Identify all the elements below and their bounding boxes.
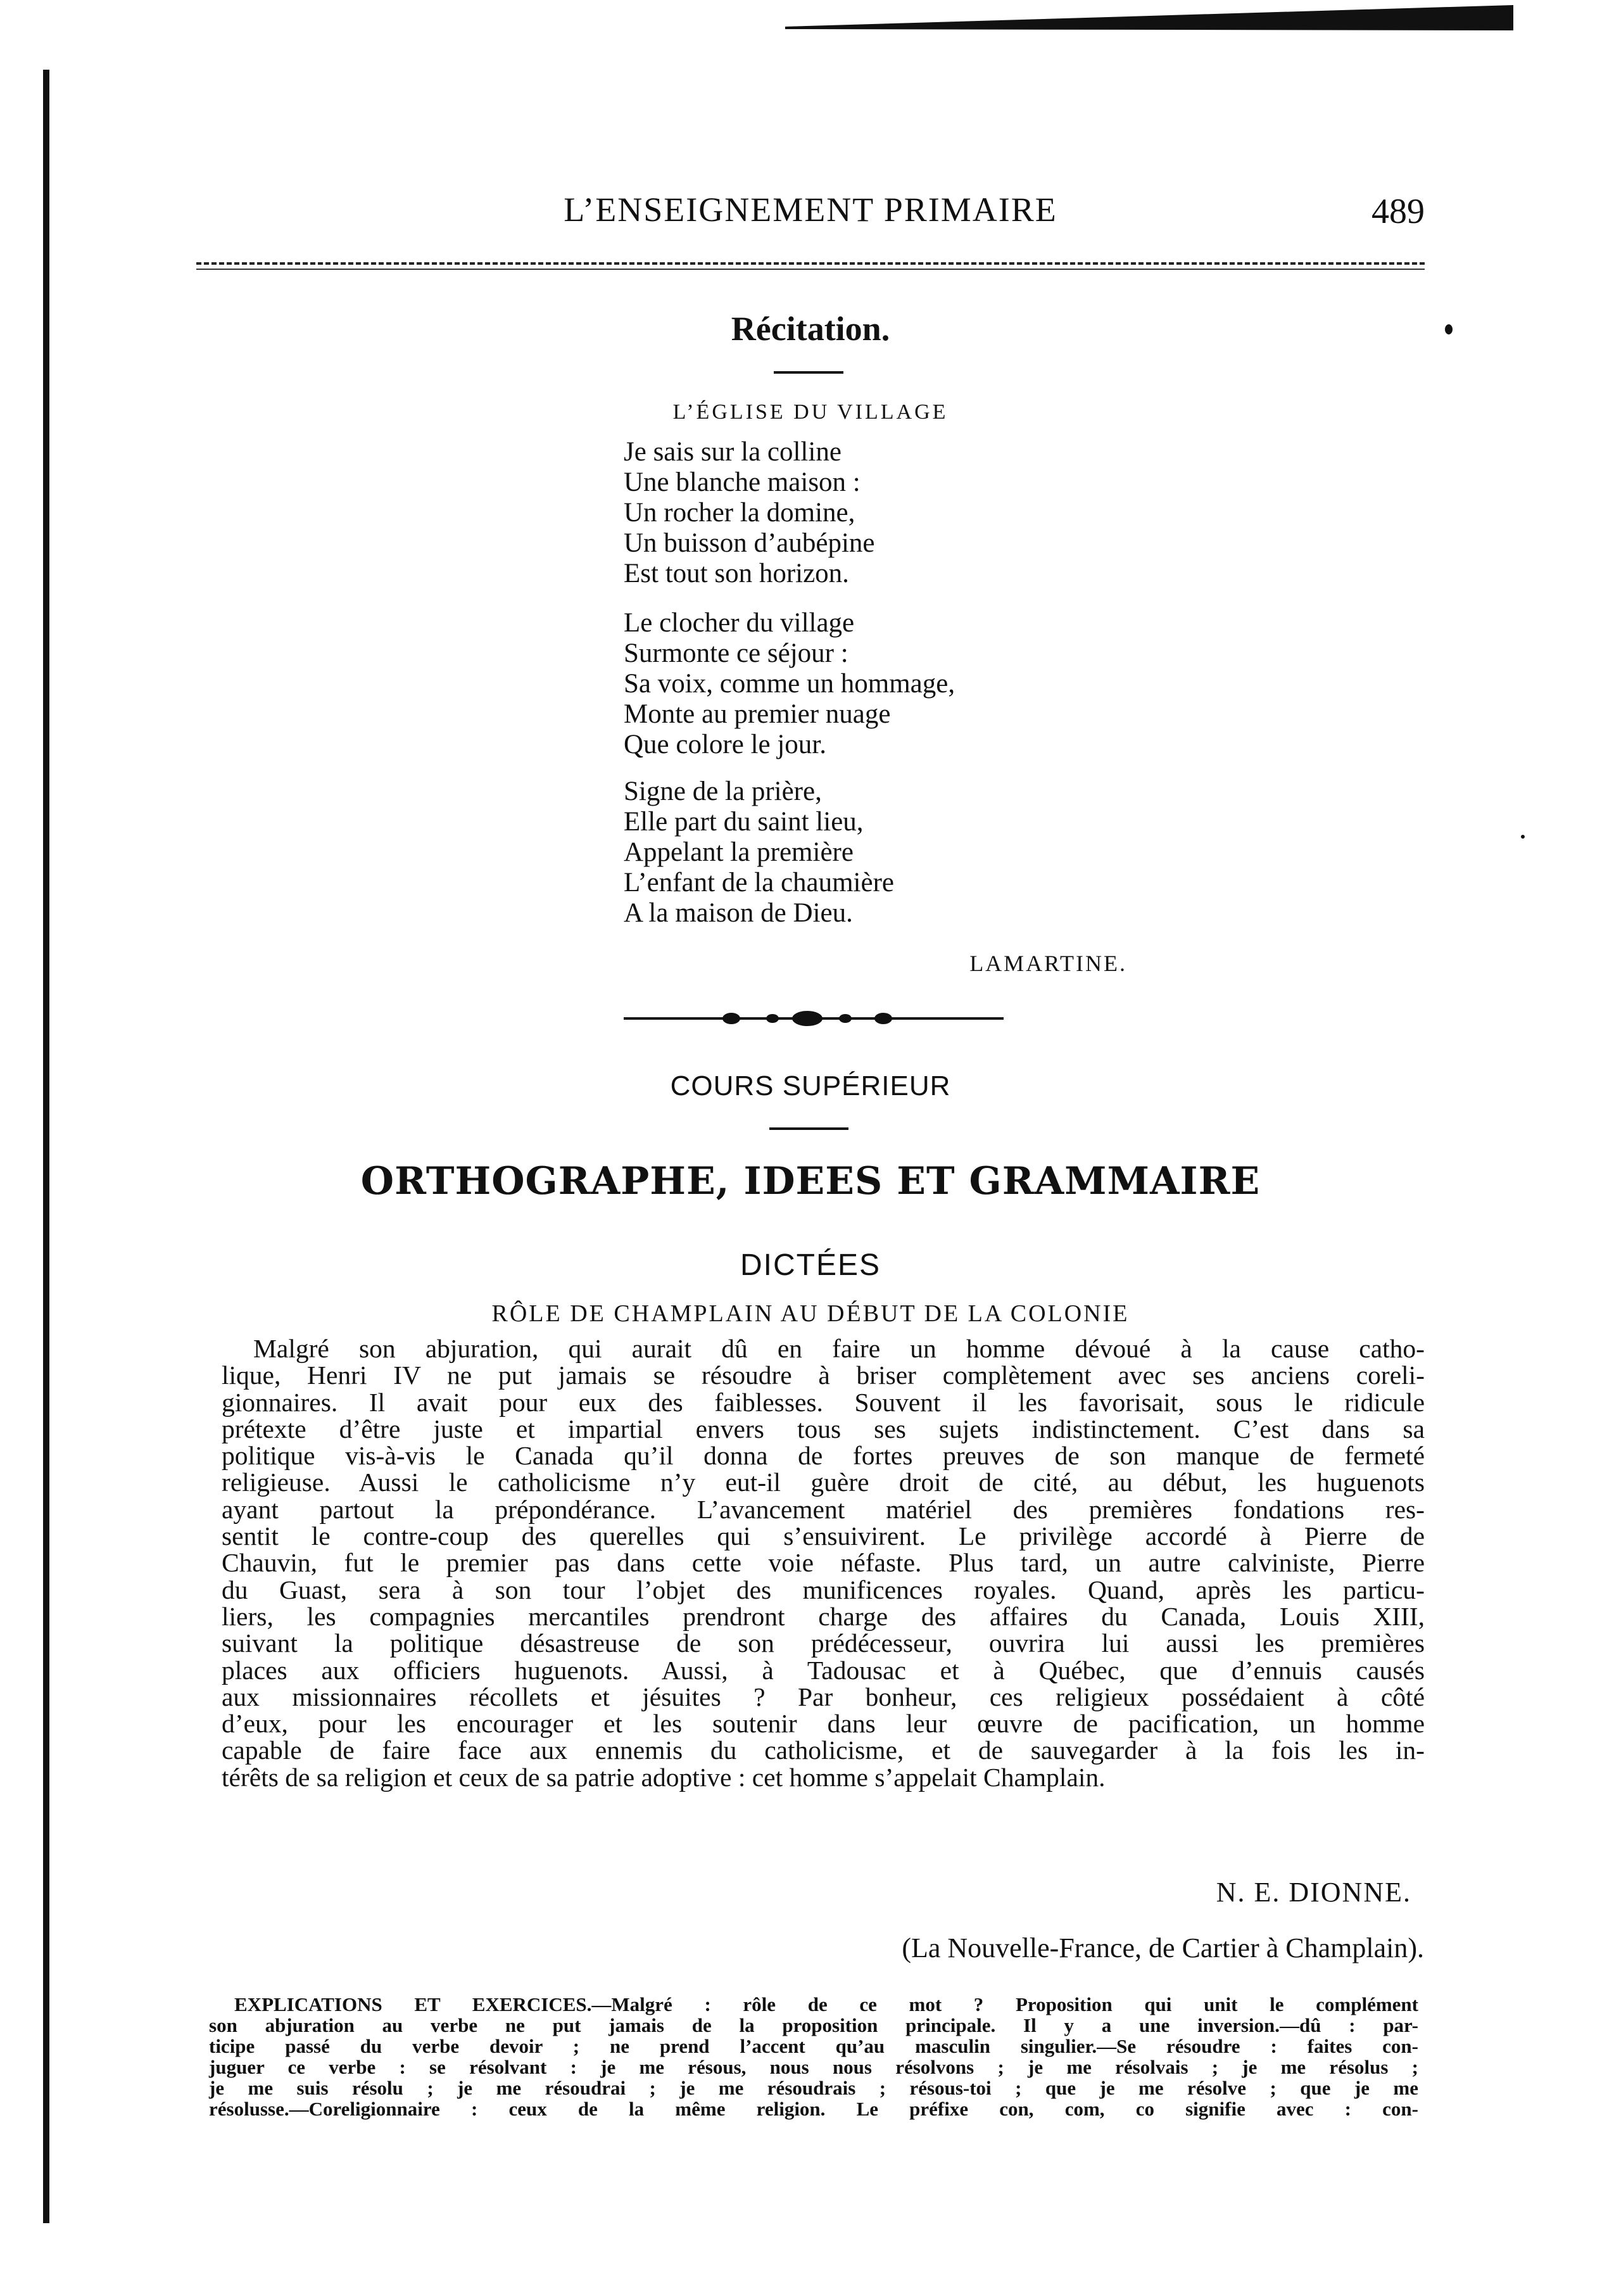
- poem-line: Je sais sur la colline: [624, 437, 842, 467]
- text-line: gionnaires. Il avait pour eux des faiblesses. Souvent il les favorisait, sous le ridicule: [222, 1387, 1425, 1417]
- explanations-notes: [209, 1994, 1418, 2119]
- poem-line: Surmonte ce séjour :: [624, 638, 848, 668]
- poem-line: Un buisson d’aubépine: [624, 528, 875, 558]
- left-edge-bar: [43, 70, 49, 2223]
- poem-line: Le clocher du village: [624, 608, 855, 638]
- poem-line: A la maison de Dieu.: [624, 898, 853, 928]
- poem-line: Un rocher la domine,: [624, 498, 855, 528]
- poem-line: Sa voix, comme un hommage,: [624, 669, 955, 699]
- ornament-divider: [624, 1010, 1004, 1027]
- section-heading-cours: COURS SUPÉRIEUR: [670, 1070, 951, 1101]
- text-line: prétexte d’être juste et impartial envers tous ses sujets indistinctement. C’est dans sa: [222, 1414, 1425, 1443]
- text-line: térêts de sa religion et ceux de sa patrie adoptive : cet homme s’appelait Champlain.: [222, 1762, 1106, 1792]
- source-citation: (La Nouvelle-France, de Cartier à Champlain).: [902, 1932, 1424, 1963]
- text-line: Malgré son abjuration, qui aurait dû en faire un homme dévoué à la cause catho-: [253, 1334, 1425, 1363]
- text-line: aux missionnaires récollets et jésuites ? Par bonheur, ces religieux possédaient à côté: [222, 1682, 1425, 1711]
- poem-line: Signe de la prière,: [624, 777, 822, 806]
- dictees-heading: DICTÉES: [740, 1248, 881, 1282]
- scan-speck: [1521, 835, 1525, 839]
- short-rule: [769, 1127, 848, 1130]
- poem-line: Monte au premier nuage: [624, 699, 891, 729]
- stanza: [624, 777, 1257, 929]
- top-edge-bar: [785, 5, 1513, 30]
- stanza: [624, 608, 1257, 760]
- poem-line: Appelant la première: [624, 837, 854, 867]
- section-heading-recitation: Récitation.: [731, 310, 890, 348]
- header-rule-solid: [196, 269, 1425, 270]
- text-line: suivant la politique désastreuse de son prédécesseur, ouvrira lui aussi les premières: [222, 1628, 1425, 1658]
- main-title: ORTHOGRAPHE, IDEES ET GRAMMAIRE: [360, 1159, 1261, 1203]
- note-line: son abjuration au verbe ne put jamais de la proposition principale. Il y a une inversion.—dû : par-: [209, 2014, 1418, 2036]
- scan-speck: [1445, 324, 1453, 334]
- text-line: Chauvin, fut le premier pas dans cette voie néfaste. Plus tard, un autre calviniste, Pierre: [222, 1548, 1425, 1578]
- poem-line: Est tout son horizon.: [624, 559, 849, 588]
- poem-author: LAMARTINE.: [969, 951, 1127, 976]
- text-line: ayant partout la prépondérance. L’avancement matériel des premières fondations res-: [222, 1494, 1425, 1524]
- note-line: EXPLICATIONS ET EXERCICES.—Malgré : rôle de ce mot ? Proposition qui unit le complément: [234, 1993, 1418, 2015]
- short-rule: [774, 371, 843, 374]
- text-line: places aux officiers huguenots. Aussi, à Tadousac et à Québec, que d’ennuis causés: [222, 1655, 1425, 1685]
- stanza: [624, 437, 1257, 589]
- note-line: je me suis résolu ; je me résoudrai ; je me résoudrais ; résous-toi ; que je me résolve ; que je me: [209, 2077, 1418, 2099]
- note-line: ticipe passé du verbe devoir ; ne prend l’accent qu’au masculin singulier.—Se résoudre : faites con-: [209, 2035, 1418, 2057]
- running-title: L’ENSEIGNEMENT PRIMAIRE: [564, 191, 1057, 229]
- header-rule: [196, 262, 1425, 265]
- text-line: liers, les compagnies mercantiles prendront charge des affaires du Canada, Louis XIII,: [222, 1601, 1425, 1631]
- note-line: résolusse.—Coreligionnaire : ceux de la même religion. Le préfixe con, com, co signifie avec : con-: [209, 2098, 1418, 2120]
- poem-line: L’enfant de la chaumière: [624, 868, 894, 897]
- text-line: politique vis-à-vis le Canada qu’il donna de fortes preuves de son manque de fermeté: [222, 1441, 1425, 1471]
- note-line: juguer ce verbe : se résolvant : je me résous, nous nous résolvons ; je me résolvais ; je me résolus ;: [209, 2056, 1418, 2078]
- text-line: sentit le contre-coup des querelles qui s’ensuivirent. Le privilège accordé à Pierre de: [222, 1521, 1425, 1551]
- author-signature: N. E. DIONNE.: [1216, 1877, 1411, 1908]
- text-line: du Guast, sera à son tour l’objet des munificences royales. Quand, après les particu-: [222, 1575, 1425, 1604]
- poem-line: Que colore le jour.: [624, 730, 827, 759]
- running-header: [196, 190, 1425, 241]
- text-line: religieuse. Aussi le catholicisme n’y eut-il guère droit de cité, au début, les huguenots: [222, 1468, 1425, 1497]
- poem-line: Une blanche maison :: [624, 467, 861, 497]
- text-line: capable de faire face aux ennemis du catholicisme, et de sauvegarder à la fois les in-: [222, 1735, 1425, 1765]
- poem-line: Elle part du saint lieu,: [624, 807, 864, 837]
- poem-title: L’ÉGLISE DU VILLAGE: [672, 400, 949, 424]
- page-number: 489: [1371, 192, 1425, 231]
- text-line: lique, Henri IV ne put jamais se résoudre à briser complètement avec ses anciens corelі-: [222, 1360, 1425, 1390]
- text-line: d’eux, pour les encourager et les soutenir dans leur œuvre de pacification, un homme: [222, 1709, 1425, 1739]
- dictation-text: [222, 1335, 1425, 1791]
- dictation-subtitle: RÔLE DE CHAMPLAIN AU DÉBUT DE LA COLONIE: [491, 1300, 1130, 1327]
